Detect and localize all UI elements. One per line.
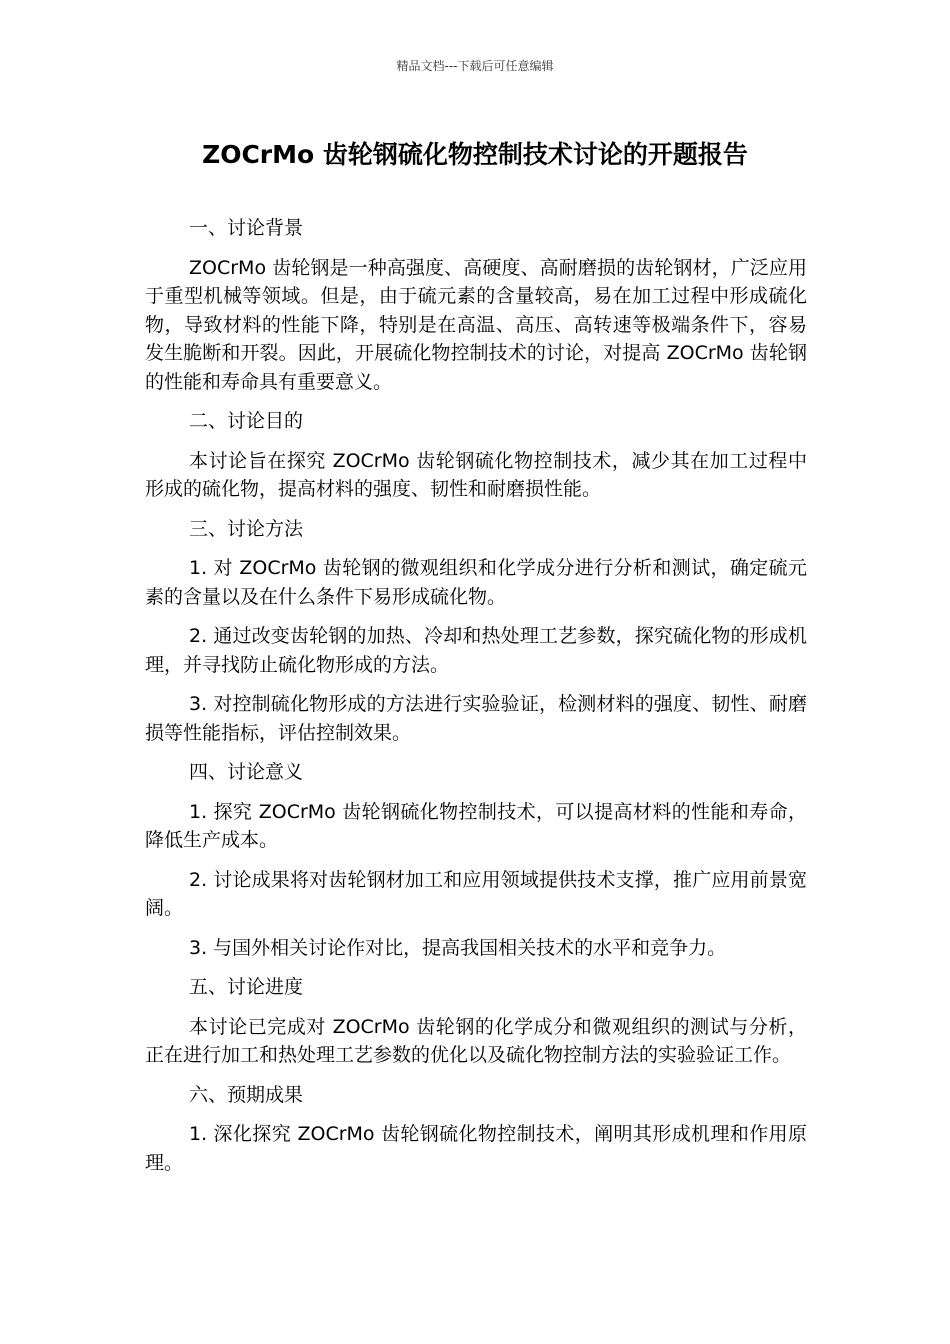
list-item: 3. 与国外相关讨论作对比，提高我国相关技术的水平和竞争力。 [189,936,727,959]
list-item: 2. 讨论成果将对齿轮钢材加工和应用领域提供技术支撑，推广应用前景宽阔。 [145,868,807,919]
section-heading: 三、讨论方法 [189,517,304,540]
list-item: 2. 通过改变齿轮钢的加热、冷却和热处理工艺参数，探究硫化物的形成机理，并寻找防止硫化物形成的方法。 [145,625,807,676]
list-item: 1. 对 ZOCrMo 齿轮钢的微观组织和化学成分进行分析和测试，确定硫元素的含量以及在什么条件下易形成硫化物。 [145,557,807,608]
paragraph: 本讨论已完成对 ZOCrMo 齿轮钢的化学成分和微观组织的测试与分析，正在进行加工和热处理工艺参数的优化以及硫化物控制方法的实验验证工作。 [145,1015,807,1066]
section-progress [145,973,807,1070]
section-heading: 四、讨论意义 [189,761,304,783]
list-item: 1. 深化探究 ZOCrMo 齿轮钢硫化物控制技术，阐明其形成机理和作用原理。 [145,1123,807,1174]
document-body [145,214,807,1188]
section-heading: 二、讨论目的 [189,410,304,432]
section-background [145,214,807,396]
paragraph: ZOCrMo 齿轮钢是一种高强度、高硬度、高耐磨损的齿轮钢材，广泛应用于重型机械等领域。但是，由于硫元素的含量较高，易在加工过程中形成硫化物，导致材料的性能下降，特别是在高温、高压、高转速等极端条件下，容易发生脆断和开裂。因此，开展硫化物控制技术的讨论，对提高 ZOCrMo 齿轮钢的性能和寿命具有重要意义。 [145,256,807,393]
section-significance [145,758,807,962]
section-heading: 五、讨论进度 [189,976,304,998]
section-method [145,515,807,748]
document-title: ZOCrMo 齿轮钢硫化物控制技术讨论的开题报告 [202,140,748,169]
section-purpose [145,407,807,504]
list-item: 3. 对控制硫化物形成的方法进行实验验证，检测材料的强度、韧性、耐磨损等性能指标，评估控制效果。 [145,693,807,744]
page-header-watermark: 精品文档---下载后可任意编辑 [396,59,554,73]
list-item: 1. 探究 ZOCrMo 齿轮钢硫化物控制技术，可以提高材料的性能和寿命，降低生产成本。 [145,800,807,851]
section-expected-results [145,1081,807,1178]
paragraph: 本讨论旨在探究 ZOCrMo 齿轮钢硫化物控制技术，减少其在加工过程中形成的硫化物，提高材料的强度、韧性和耐磨损性能。 [145,449,807,500]
section-heading: 一、讨论背景 [189,217,304,239]
section-heading: 六、预期成果 [189,1083,304,1106]
